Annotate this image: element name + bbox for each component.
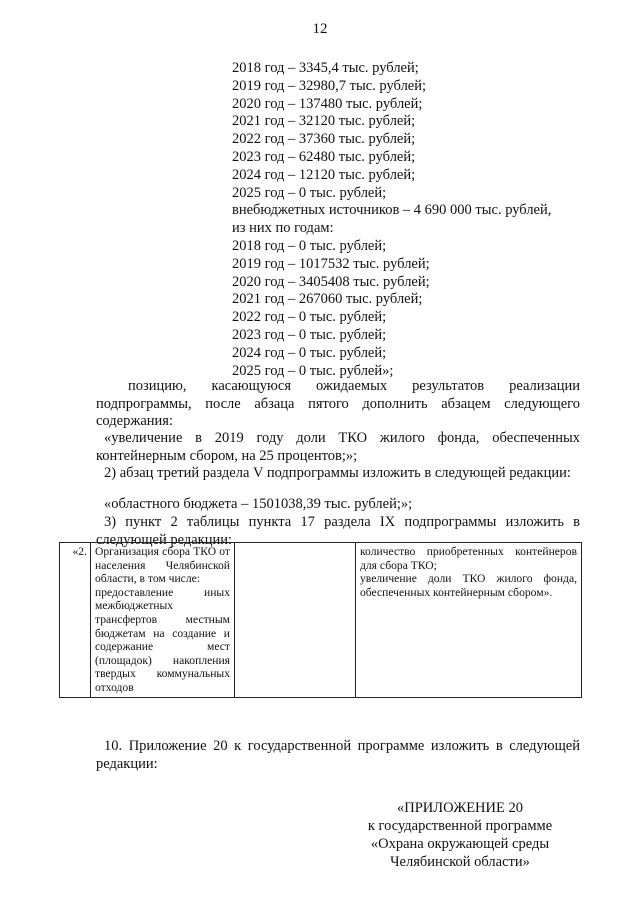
list-item: 2022 год – 37360 тыс. рублей; [232, 131, 416, 148]
appendix-line: к государственной программе [367, 818, 553, 834]
list-item: 2023 год – 62480 тыс. рублей; [232, 148, 416, 165]
appendix-line: «Охрана окружающей среды [370, 836, 550, 852]
result-text: количество приобретенных контейнеров для сбора ТКО; [360, 545, 577, 572]
list-item: 2025 год – 0 тыс. рублей; [232, 184, 387, 201]
list-item: 2021 год – 32120 тыс. рублей; [232, 113, 416, 130]
list-item: 2022 год – 0 тыс. рублей; [232, 309, 387, 326]
event-text: Организация сбора ТКО от населения Челябинской области, в том числе: [95, 545, 230, 586]
list-item: 2019 год – 32980,7 тыс. рублей; [232, 77, 427, 94]
list-item: 2023 год – 0 тыс. рублей; [232, 326, 387, 343]
appendix-heading [340, 799, 580, 871]
empty-cell [235, 543, 356, 698]
page-number: 12 [312, 21, 328, 37]
appendix-line: Челябинской области» [390, 854, 530, 870]
paragraph-expected-results: позицию, касающуюся ожидаемых результатов реализации подпрограммы, после абзаца пятого дополнить абзацем следующего содержания: [96, 378, 580, 429]
list-item: 2018 год – 0 тыс. рублей; [232, 237, 387, 254]
list-item: 2024 год – 12120 тыс. рублей; [232, 166, 416, 183]
result-text: увеличение доли ТКО жилого фонда, обеспеченных контейнерным сбором». [360, 572, 577, 599]
funding-list [232, 60, 592, 380]
paragraph-section-v: 2) абзац третий раздела V подпрограммы изложить в следующей редакции: [104, 465, 571, 481]
paragraph-table-item: 3) пункт 2 таблицы пункта 17 раздела IX подпрограммы изложить в следующей редакции: [96, 514, 580, 548]
list-item: 2020 год – 3405408 тыс. рублей; [232, 273, 430, 290]
list-item: 2018 год – 3345,4 тыс. рублей; [232, 60, 419, 76]
row-number-cell: «2. [60, 543, 91, 698]
result-cell [356, 543, 582, 698]
list-item: 2021 год – 267060 тыс. рублей; [232, 291, 423, 308]
appendix-title: «ПРИЛОЖЕНИЕ 20 [397, 800, 523, 816]
table-row [60, 543, 582, 698]
paragraph-quote-regional-budget: «областного бюджета – 1501038,39 тыс. рублей;»; [104, 496, 413, 512]
event-text: предоставление иных межбюджетных трансфертов местным бюджетам на создание и содержание мест (площадок) накопления твердых коммунальных отходов [95, 585, 230, 694]
amendment-table [59, 542, 582, 698]
list-item: внебюджетных источников – 4 690 000 тыс. рублей, [232, 202, 552, 219]
list-item: 2024 год – 0 тыс. рублей; [232, 344, 387, 361]
list-item: 2020 год – 137480 тыс. рублей; [232, 95, 423, 112]
paragraph-quote-increase: «увеличение в 2019 году доли ТКО жилого фонда, обеспеченных контейнерным сбором, на 25 процентов;»; [96, 430, 580, 464]
event-cell [91, 543, 235, 698]
paragraph-appendix-20: 10. Приложение 20 к государственной программе изложить в следующей редакции: [96, 738, 580, 772]
list-item: 2025 год – 0 тыс. рублей»; [232, 362, 394, 379]
list-item: 2019 год – 1017532 тыс. рублей; [232, 255, 430, 272]
list-item: из них по годам: [232, 220, 334, 237]
